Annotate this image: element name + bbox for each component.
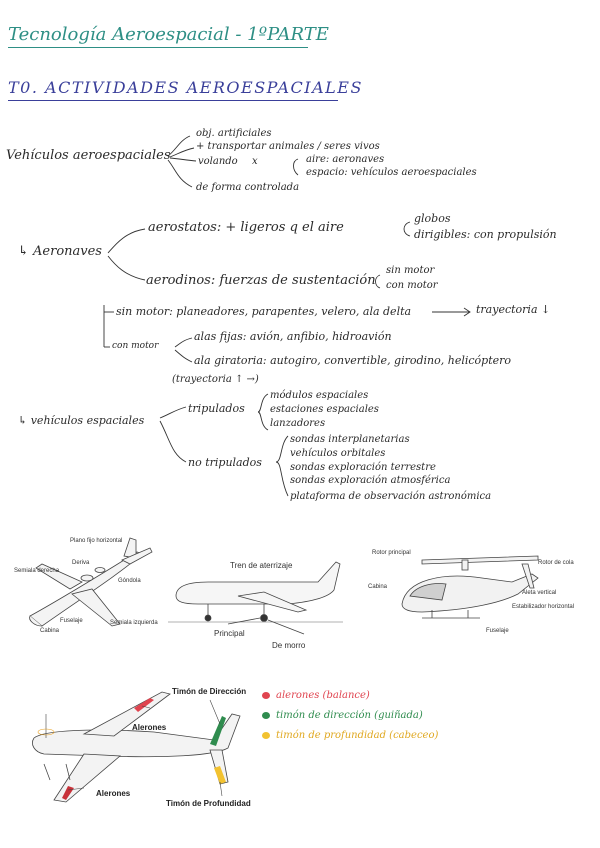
label-semiala-derecha: Semiala derecha bbox=[14, 568, 60, 574]
label-plano-fijo: Plano fijo horizontal bbox=[70, 538, 123, 544]
no-tripulado-item: sondas interplanetarias bbox=[290, 434, 410, 445]
legend-text: timón de dirección (guiñada) bbox=[276, 710, 423, 721]
label-rotor-principal: Rotor principal bbox=[372, 550, 411, 556]
vehiculos-label: Vehículos aeroespaciales bbox=[6, 148, 171, 163]
vehiculos-item: de forma controlada bbox=[196, 182, 300, 193]
legend-item-timon-profundidad bbox=[262, 730, 438, 741]
section-heading: T0. ACTIVIDADES AEROESPACIALES bbox=[8, 78, 363, 97]
helicopter-figure bbox=[362, 544, 575, 644]
aerodino-type: sin motor bbox=[386, 265, 435, 276]
tripulado-item: módulos espaciales bbox=[270, 390, 369, 401]
label-gondola: Góndola bbox=[118, 578, 141, 584]
label-cabina-heli: Cabina bbox=[368, 584, 388, 590]
yellow-dot-icon bbox=[262, 732, 270, 739]
label-de-morro: De morro bbox=[272, 641, 306, 650]
trayectoria-note: (trayectoria ↑ →) bbox=[172, 374, 259, 385]
espaciales-label: ↳ vehículos espaciales bbox=[18, 414, 145, 427]
legend-text: timón de profundidad (cabeceo) bbox=[276, 730, 439, 741]
airplane-parts-figure bbox=[12, 534, 162, 644]
aerostatos: aerostatos: + ligeros q el aire bbox=[148, 220, 344, 235]
label-alerones-bottom: Alerones bbox=[96, 789, 131, 798]
green-dot-icon bbox=[262, 712, 270, 719]
ala-giratoria: ala giratoria: autogiro, convertible, girodino, helicóptero bbox=[194, 354, 512, 367]
vehiculos-item: + transportar animales / seres vivos bbox=[196, 141, 380, 152]
no-tripulado-item: vehículos orbitales bbox=[290, 448, 386, 459]
no-tripulado-item: plataforma de observación astronómica bbox=[290, 491, 492, 502]
label-cabina: Cabina bbox=[40, 628, 60, 634]
no-tripulado-item: sondas exploración atmosférica bbox=[290, 475, 451, 486]
alas-fijas: alas fijas: avión, anfibio, hidroavión bbox=[194, 330, 392, 343]
sin-motor-result: trayectoria ↓ bbox=[476, 303, 551, 316]
control-surfaces-figure bbox=[14, 684, 259, 814]
label-deriva: Deriva bbox=[72, 560, 90, 566]
tripulados: tripulados bbox=[188, 402, 245, 415]
airliner-drawing bbox=[168, 562, 343, 634]
label-fuselaje: Fuselaje bbox=[60, 618, 83, 624]
label-timon-profundidad: Timón de Profundidad bbox=[166, 799, 251, 808]
legend-item-alerones bbox=[262, 690, 370, 701]
legend-item-timon-direccion bbox=[262, 710, 423, 721]
aerodinos: aerodinos: fuerzas de sustentación bbox=[146, 273, 376, 288]
label-semiala-izquierda: Semiala izquierda bbox=[110, 620, 158, 626]
label-rotor-cola: Rotor de cola bbox=[538, 560, 574, 566]
tripulado-item: lanzadores bbox=[270, 418, 326, 429]
vehiculos-mark: x bbox=[252, 156, 258, 167]
vehiculos-item: obj. artificiales bbox=[196, 128, 272, 139]
label-aleta-vertical: Aleta vertical bbox=[522, 590, 557, 596]
legend-text: alerones (balance) bbox=[276, 690, 370, 701]
vehiculos-item: aire: aeronaves bbox=[306, 154, 385, 165]
con-motor: con motor bbox=[112, 341, 159, 351]
no-tripulado-item: sondas exploración terrestre bbox=[290, 462, 436, 473]
vehiculos-item: volando bbox=[198, 156, 238, 167]
aerostato-type: globos bbox=[414, 212, 451, 225]
label-fuselaje-heli: Fuselaje bbox=[486, 628, 509, 634]
red-dot-icon bbox=[262, 692, 270, 699]
aerostato-type: dirigibles: con propulsión bbox=[414, 228, 557, 241]
page-title: Tecnología Aeroespacial - 1ºPARTE bbox=[8, 24, 329, 45]
label-tren: Tren de aterrizaje bbox=[230, 561, 293, 570]
label-timon-direccion: Timón de Dirección bbox=[172, 687, 247, 696]
vehiculos-item: espacio: vehículos aeroespaciales bbox=[306, 167, 477, 178]
no-tripulados: no tripulados bbox=[188, 456, 262, 469]
label-estabilizador: Estabilizador horizontal bbox=[512, 604, 575, 610]
aeronaves-label: ↳ Aeronaves bbox=[18, 244, 102, 259]
tripulado-item: estaciones espaciales bbox=[270, 404, 379, 415]
label-alerones-top: Alerones bbox=[132, 723, 167, 732]
label-principal: Principal bbox=[214, 629, 245, 638]
landing-gear-figure bbox=[168, 552, 343, 652]
sin-motor: sin motor: planeadores, parapentes, velero, ala delta bbox=[116, 305, 412, 318]
aerodino-type: con motor bbox=[386, 280, 438, 291]
